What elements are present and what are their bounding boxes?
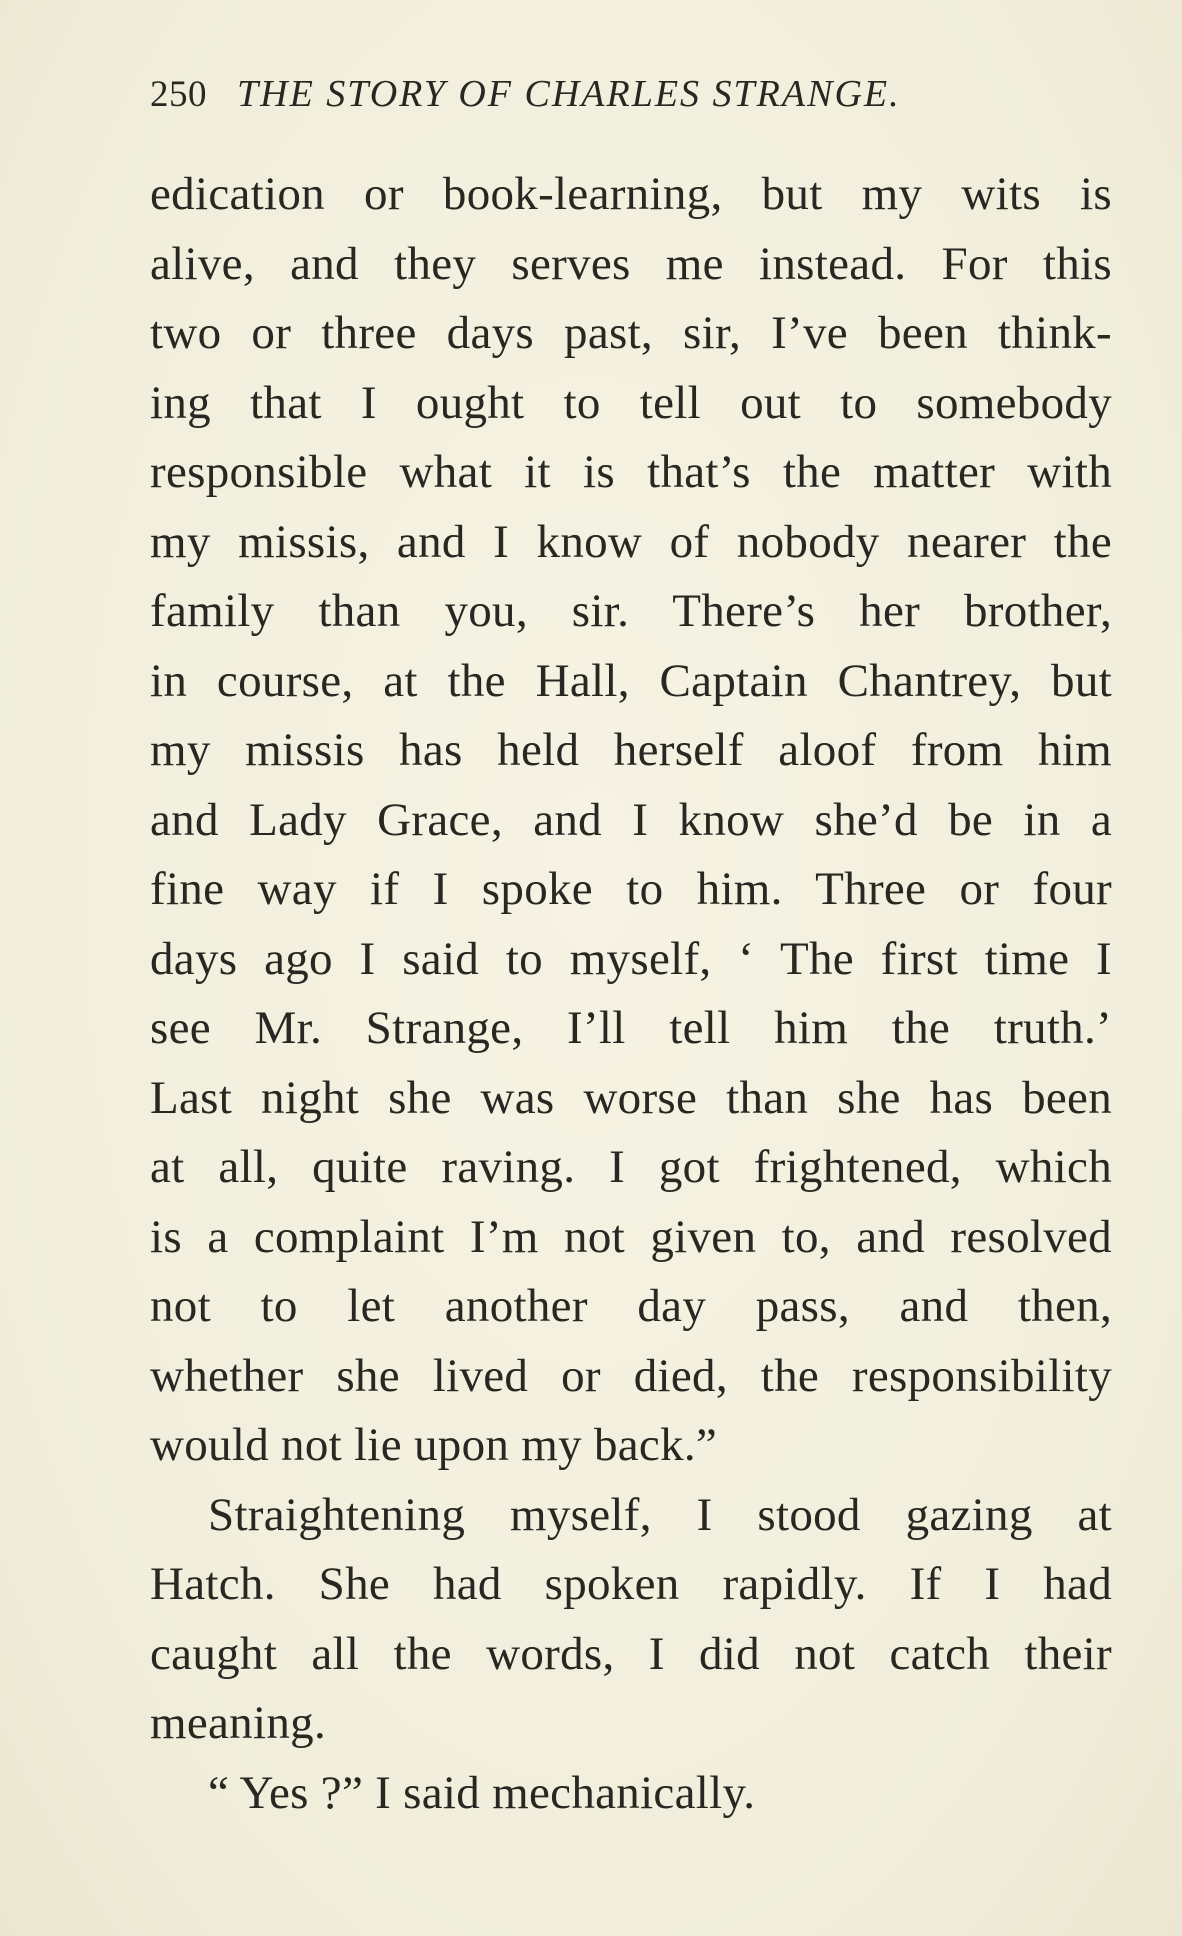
text-line: at all, quite raving. I got frightened, which <box>150 1141 1112 1193</box>
text-line: not to let another day pass, and then, <box>150 1280 1112 1332</box>
text-line: ing that I ought to tell out to somebody <box>150 376 1112 429</box>
page-header <box>150 72 1040 124</box>
text-line: “ Yes ?” I said mechanically. <box>208 1766 756 1819</box>
text-line: would not lie upon my back.” <box>150 1419 718 1471</box>
text-line: edication or book-learning, but my wits is <box>150 168 1112 220</box>
text-line: alive, and they serves me instead. For this <box>150 237 1112 290</box>
text-line: caught all the words, I did not catch their <box>150 1627 1112 1680</box>
page-number: 250 <box>150 74 207 115</box>
text-line: family than you, sir. There’s her brother, <box>150 585 1112 637</box>
text-line: and Lady Grace, and I know she’d be in a <box>150 793 1112 846</box>
text-line: Straightening myself, I stood gazing at <box>208 1488 1112 1541</box>
text-line: in course, at the Hall, Captain Chantrey, but <box>150 654 1112 707</box>
text-line: responsible what it is that’s the matter with <box>150 446 1112 498</box>
text-line: Last night she was worse than she has been <box>150 1071 1112 1124</box>
running-head: THE STORY OF CHARLES STRANGE. <box>237 73 901 115</box>
text-line: is a complaint I’m not given to, and resolved <box>150 1210 1112 1263</box>
text-line: fine way if I spoke to him. Three or four <box>150 863 1112 915</box>
text-line: my missis, and I know of nobody nearer the <box>150 515 1112 568</box>
body-text <box>150 160 1112 1828</box>
text-line: days ago I said to myself, ‘ The first time I <box>150 932 1112 985</box>
text-line: two or three days past, sir, I’ve been think- <box>150 307 1112 359</box>
text-line: whether she lived or died, the responsibility <box>150 1349 1112 1402</box>
text-line: my missis has held herself aloof from him <box>150 724 1112 776</box>
text-line: see Mr. Strange, I’ll tell him the truth.’ <box>150 1002 1112 1054</box>
text-line: Hatch. She had spoken rapidly. If I had <box>150 1558 1112 1610</box>
text-line: meaning. <box>150 1697 326 1749</box>
